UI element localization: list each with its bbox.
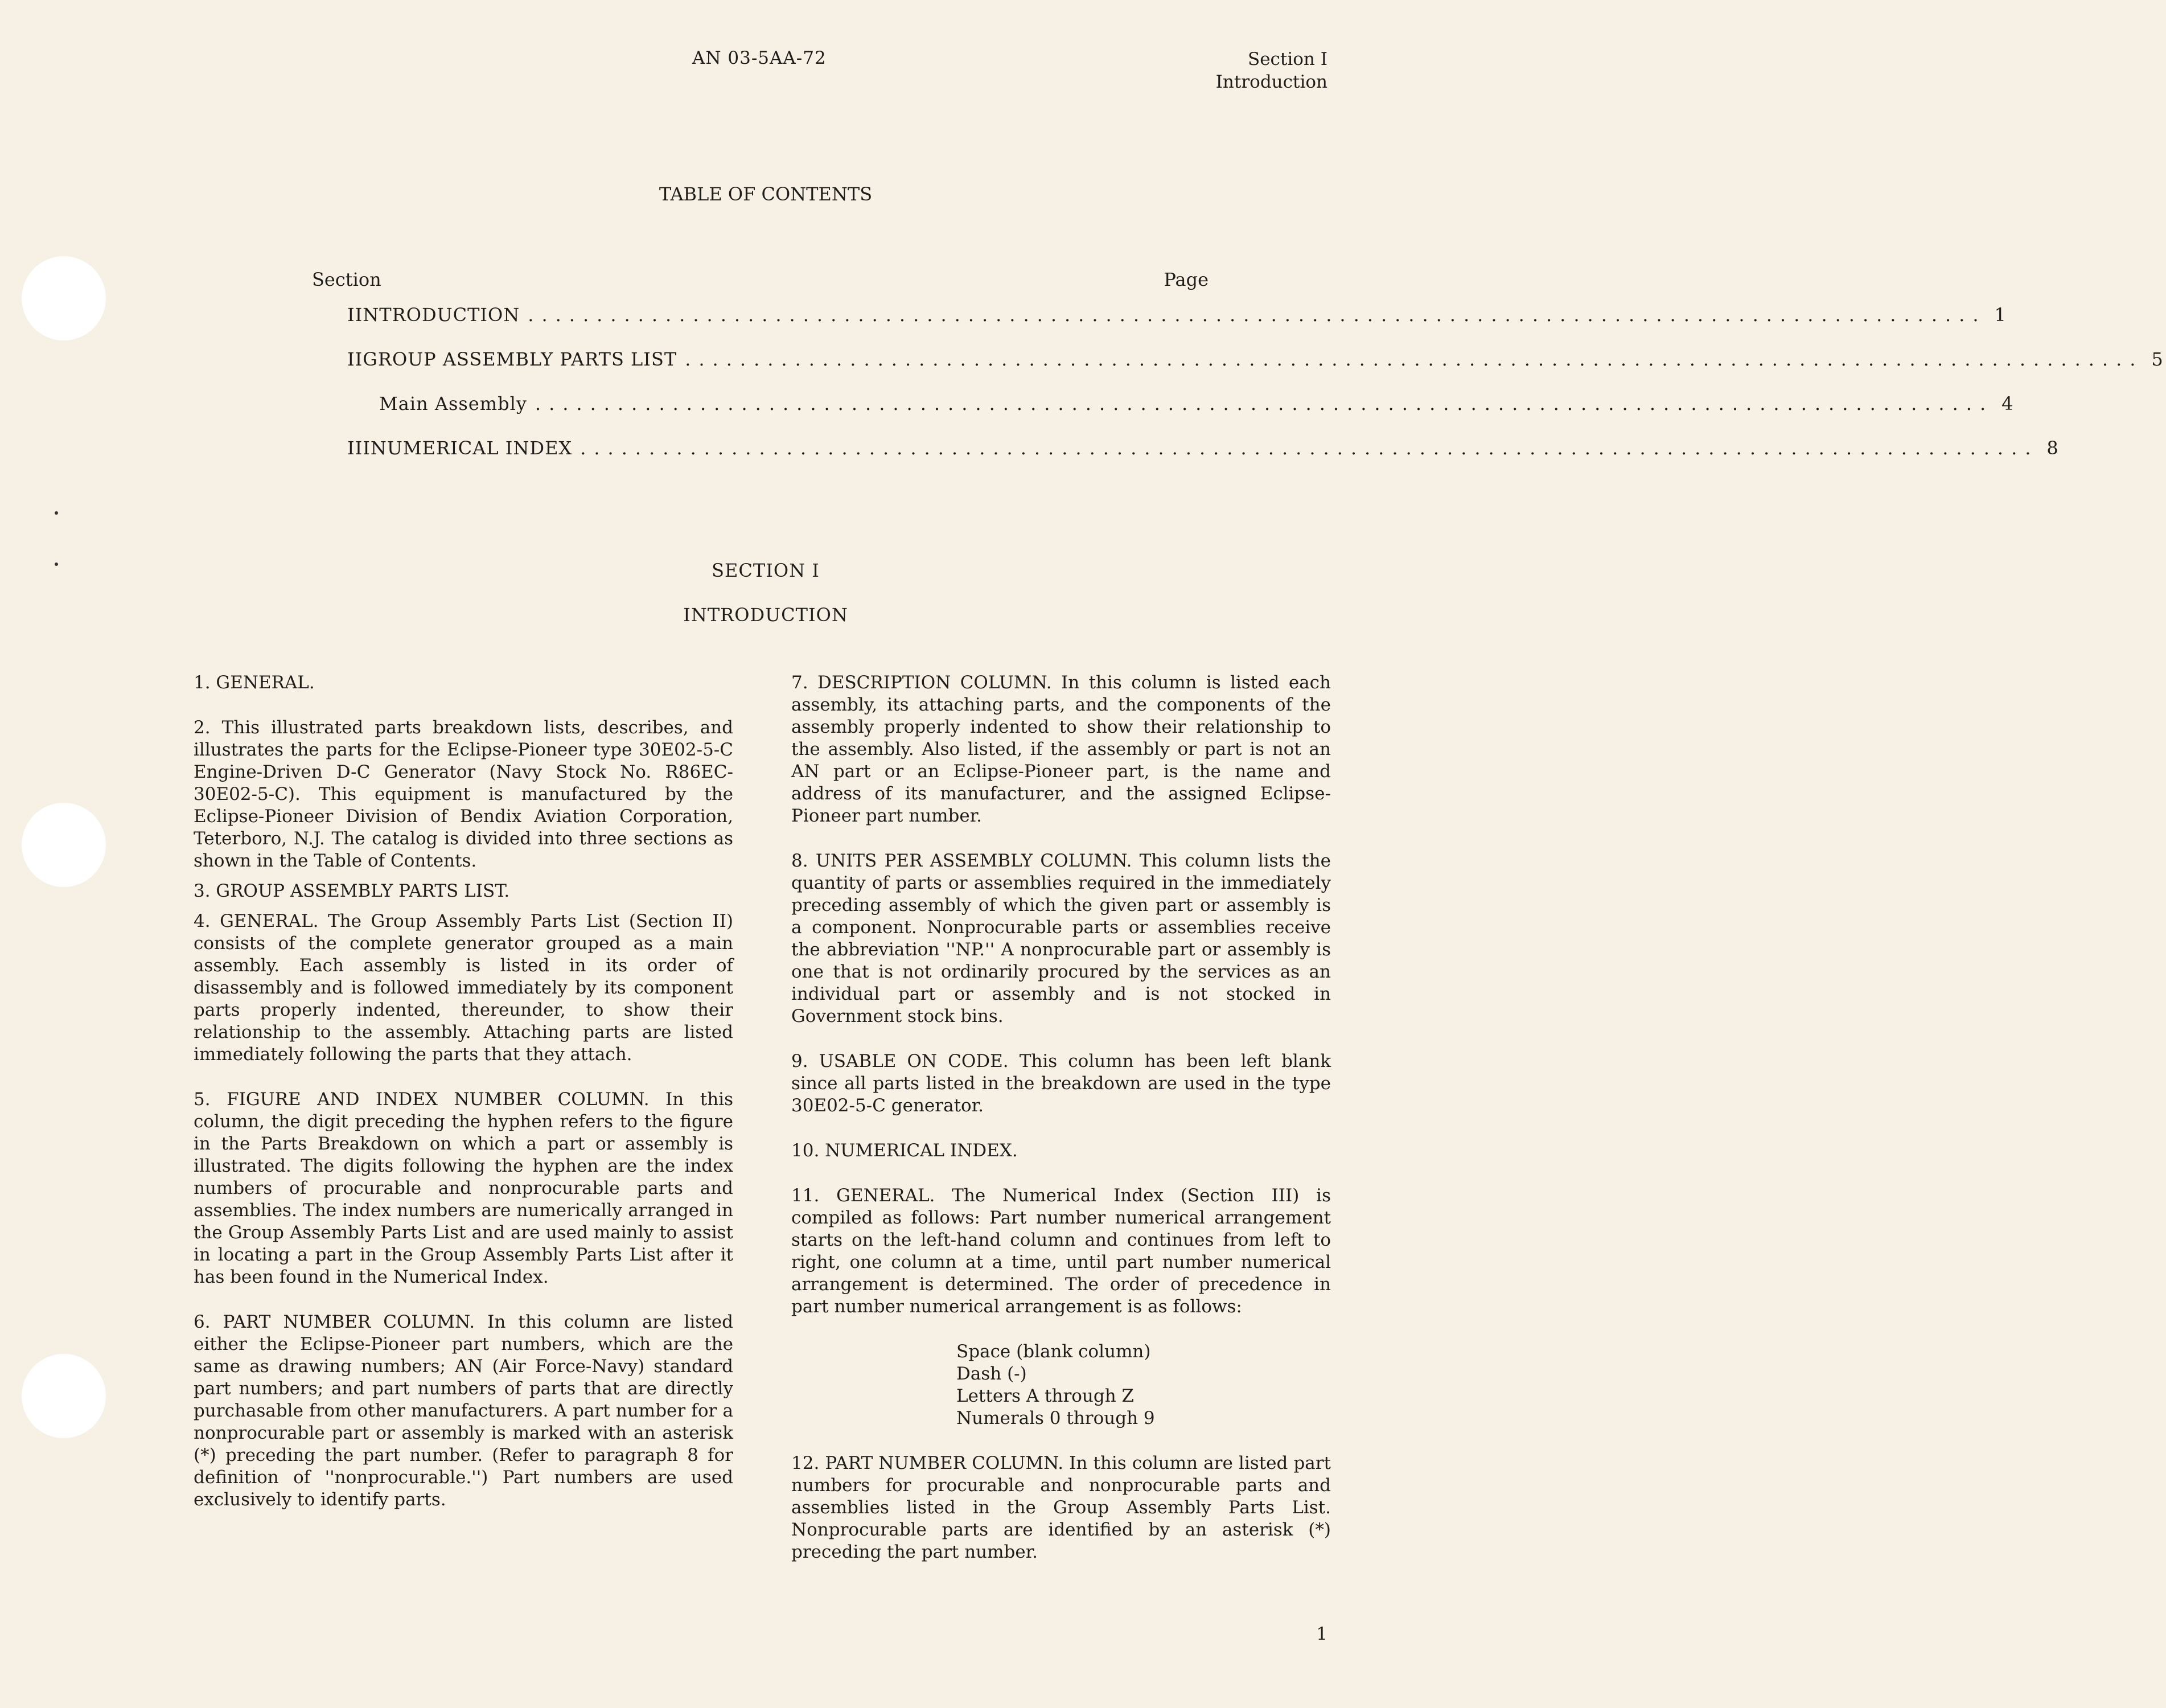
toc-row[interactable] [312, 393, 2014, 437]
precedence-item: Numerals 0 through 9 [956, 1408, 1155, 1428]
document-number: AN 03-5AA-72 [692, 48, 827, 68]
precedence-item: Letters A through Z [956, 1386, 1135, 1406]
toc-page-number: 8 [2046, 437, 2059, 459]
toc-leader-dots: .......................................................................................................... [535, 393, 1994, 414]
paragraph: 3. GROUP ASSEMBLY PARTS LIST. [194, 881, 510, 901]
table-of-contents [312, 269, 2164, 482]
page-number: 1 [1316, 1624, 1327, 1644]
paragraph: 6. PART NUMBER COLUMN. In this column are listed either the Eclipse-Pioneer part numbers, which are the same as drawing numbers; AN (Air Force-Navy) standard part numbers; and part numbers of parts that are directly purchasable from other manufacturers. A part number for a nonprocurable part or assembly is marked with an asterisk (*) preceding the part number. (Refer to paragraph 8 for definition of ''nonprocurable.'') Part numbers are used exclusively to identify parts. [194, 1312, 733, 1510]
section-title: INTRODUCTION [683, 604, 848, 626]
toc-section-number: III [347, 437, 371, 459]
precedence-item: Dash (-) [956, 1364, 1027, 1384]
toc-leader-dots: .......................................................................................................... [528, 304, 1987, 326]
toc-entry-name: NUMERICAL INDEX [370, 437, 573, 459]
scan-speck [55, 511, 58, 515]
running-header [1216, 48, 1327, 93]
toc-col-page: Page [1164, 269, 1209, 290]
header-section-name: Introduction [1215, 72, 1327, 92]
toc-row[interactable] [312, 437, 2059, 482]
toc-page-number: 4 [2001, 393, 2014, 414]
toc-section-number: I [347, 304, 355, 326]
precedence-item: Space (blank column) [956, 1341, 1151, 1362]
punch-hole [22, 1354, 106, 1438]
toc-title: TABLE OF CONTENTS [659, 183, 873, 205]
paragraph: 8. UNITS PER ASSEMBLY COLUMN. This column lists the quantity of parts or assemblies required in the immediately preceding assembly of which the given part or assembly is a component. Nonprocurable parts or assemblies receive the abbreviation ''NP.'' A nonprocurable part or assembly is one that is not ordinarily procured by the services as an individual part or assembly and is not stocked in Government stock bins. [791, 851, 1331, 1027]
toc-entry-name: Main Assembly [379, 393, 527, 414]
toc-page-number: 1 [1994, 304, 2007, 326]
paragraph: 7. DESCRIPTION COLUMN. In this column is listed each assembly, its attaching parts, and the components of the assembly properly indented to show their relationship to the assembly. Also listed, if the assembly or part is not an AN part or an Eclipse-Pioneer part, is the name and address of its manufacturer, and the assigned Eclipse-Pioneer part number. [791, 672, 1331, 826]
punch-hole [22, 803, 106, 887]
toc-entry-name: GROUP ASSEMBLY PARTS LIST [363, 348, 677, 370]
toc-page-number: 5 [2151, 348, 2164, 370]
paragraph: 9. USABLE ON CODE. This column has been left blank since all parts listed in the breakdown are used in the type 30E02-5-C generator. [791, 1051, 1331, 1116]
paragraph: 2. This illustrated parts breakdown lists, describes, and illustrates the parts for the Eclipse-Pioneer type 30E02-5-C Engine-Driven D-C Generator (Navy Stock No. R86EC-30E02-5-C). This equipment is manufactured by the Eclipse-Pioneer Division of Bendix Aviation Corporation, Teterboro, N.J. The catalog is divided into three sections as shown in the Table of Contents. [194, 717, 733, 871]
paragraph: 4. GENERAL. The Group Assembly Parts List (Section II) consists of the complete generator grouped as a main assembly. Each assembly is listed in its order of disassembly and is followed immediately by its component parts properly indented, thereunder, to show their relationship to the assembly. Attaching parts are listed immediately following the parts that they attach. [194, 911, 733, 1065]
paragraph: 1. GENERAL. [194, 672, 315, 693]
paragraph: 11. GENERAL. The Numerical Index (Section III) is compiled as follows: Part number numerical arrangement starts on the left-hand column and continues from left to right, one column at a time, until part number numerical arrangement is determined. The order of precedence in part number numerical arrangement is as follows: [791, 1185, 1331, 1317]
punch-hole [22, 256, 106, 340]
precedence-list [956, 1341, 1331, 1430]
toc-leader-dots: .......................................................................................................... [580, 437, 2039, 459]
toc-header-row [312, 269, 1209, 304]
toc-row[interactable] [312, 304, 2007, 348]
section-label: SECTION I [712, 560, 820, 581]
paragraph: 12. PART NUMBER COLUMN. In this column are listed part numbers for procurable and nonprocurable parts and assemblies listed in the Group Assembly Parts List. Nonprocurable parts are identified by an asterisk (*) preceding the part number. [791, 1453, 1331, 1562]
toc-row[interactable] [312, 348, 2164, 393]
left-column [194, 672, 733, 1534]
paragraph: 5. FIGURE AND INDEX NUMBER COLUMN. In this column, the digit preceding the hyphen refers to the figure in the Parts Breakdown on which a part or assembly is illustrated. The digits following the hyphen are the index numbers of procurable and nonprocurable parts and assemblies. The index numbers are numerically arranged in the Group Assembly Parts List and are used mainly to assist in locating a part in the Group Assembly Parts List after it has been found in the Numerical Index. [194, 1089, 733, 1287]
toc-col-section: Section [312, 269, 381, 290]
toc-section-number: II [347, 348, 363, 370]
toc-leader-dots: .......................................................................................................... [685, 348, 2144, 370]
paragraph: 10. NUMERICAL INDEX. [791, 1140, 1018, 1161]
toc-entry-name: INTRODUCTION [355, 304, 520, 326]
right-column [791, 672, 1331, 1586]
header-section: Section I [1247, 49, 1327, 69]
